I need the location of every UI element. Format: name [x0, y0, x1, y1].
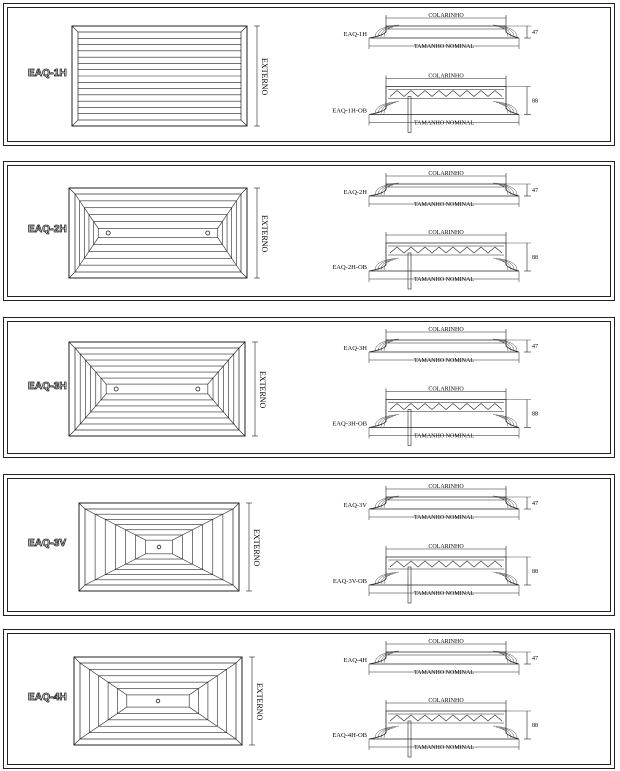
vane-curve	[384, 105, 390, 114]
vane-curve	[502, 105, 508, 114]
vane-curve	[375, 496, 399, 508]
nominal-size-label: TAMANHO NOMINAL	[413, 44, 475, 50]
pyramid-diagonal	[75, 194, 98, 228]
vane-curve	[493, 496, 517, 508]
frame-corner	[233, 503, 239, 509]
vane-curve	[493, 183, 517, 195]
vane-curve	[384, 342, 390, 351]
diffuser-panel-3v	[3, 474, 615, 616]
diffuser-panel-4h	[3, 629, 615, 769]
nominal-size-label: TAMANHO NOMINAL	[413, 591, 475, 597]
vane-curve	[502, 575, 508, 584]
collar-label: COLARINHO	[428, 327, 464, 333]
frame-corner	[241, 26, 247, 32]
vane-curve	[502, 654, 508, 663]
vane-curve	[493, 726, 517, 738]
pyramid-diagonal	[189, 707, 236, 739]
frame-corner	[239, 430, 245, 436]
vane-curve	[381, 104, 393, 114]
grille-outer-frame	[74, 657, 242, 745]
height-dimension-label: 88	[532, 98, 538, 105]
frame-corner	[69, 342, 75, 348]
collar-label: COLARINHO	[428, 484, 464, 490]
vane-curve	[502, 729, 508, 738]
model-label: EAQ-3H	[28, 380, 67, 392]
vane-curve	[384, 499, 390, 508]
model-label: EAQ-2H	[28, 224, 67, 235]
front-view	[69, 342, 258, 436]
damper-blades	[390, 91, 502, 97]
front-view	[69, 188, 260, 278]
vane-curve	[381, 185, 393, 195]
section-view-ob	[333, 544, 538, 603]
pyramid-diagonal	[80, 707, 127, 739]
blade-ring	[94, 221, 223, 244]
screw-icon	[157, 545, 161, 549]
section-code-label: EAQ-3V-OB	[332, 578, 367, 585]
blade-ring	[99, 676, 218, 726]
frame-corner	[236, 657, 242, 663]
nominal-size-label: TAMANHO NOMINAL	[413, 670, 475, 676]
pyramid-diagonal	[218, 194, 241, 228]
section-view	[344, 171, 538, 208]
blade-ring	[89, 215, 227, 252]
height-dimension-label: 88	[532, 255, 538, 261]
height-dimension-label: 88	[532, 723, 538, 729]
frame-corner	[236, 739, 242, 745]
height-dimension-label: 88	[532, 569, 538, 575]
vane-curve	[499, 498, 511, 508]
section-code-label: EAQ-1H-OB	[332, 107, 367, 115]
section-code-label: EAQ-3H-OB	[332, 420, 367, 428]
vane-curve	[384, 575, 390, 584]
model-label: EAQ-3V	[28, 538, 67, 549]
vane-curve	[499, 728, 511, 738]
grille-outer-frame	[69, 342, 245, 436]
vane-curve	[381, 574, 393, 584]
vane-curve	[502, 418, 508, 427]
external-dimension-label: EXTERNO	[260, 58, 269, 96]
diffuser-panel-1h	[3, 3, 615, 146]
damper-blades	[390, 561, 502, 567]
diffuser-body	[369, 184, 519, 196]
section-view-ob	[332, 230, 538, 289]
panel-drawing	[4, 162, 614, 302]
front-view	[72, 26, 260, 126]
vane-curve	[499, 341, 511, 351]
frame-corner	[79, 503, 85, 509]
frame-corner	[69, 188, 75, 194]
screw-icon	[114, 387, 118, 391]
pyramid-diagonal	[218, 238, 241, 272]
diffuser-body	[369, 340, 519, 352]
nominal-size-label: TAMANHO NOMINAL	[413, 358, 475, 364]
vane-curve	[499, 185, 511, 195]
vane-curve	[502, 499, 508, 508]
frame-corner	[69, 430, 75, 436]
pyramid-diagonal	[75, 238, 98, 272]
front-view	[79, 503, 252, 591]
height-dimension-label: 47	[532, 30, 538, 36]
section-code-label: EAQ-1H	[343, 31, 367, 38]
frame-corner	[74, 739, 80, 745]
model-label: EAQ-1H	[28, 67, 67, 79]
vane-curve	[502, 28, 508, 37]
damper-blades	[390, 404, 502, 410]
vane-curve	[502, 261, 508, 270]
blade-ring	[146, 540, 173, 554]
vane-curve	[493, 102, 517, 114]
frame-corner	[69, 272, 75, 278]
damper-blades	[390, 247, 502, 253]
panel-drawing	[4, 475, 614, 617]
vane-curve	[493, 415, 517, 427]
section-code-label: EAQ-2H	[343, 189, 367, 196]
vane-curve	[381, 417, 393, 427]
blade-ring	[91, 366, 224, 412]
external-dimension-label: EXTERNO	[252, 529, 261, 567]
vane-curve	[375, 651, 399, 663]
frame-corner	[233, 585, 239, 591]
vane-curve	[375, 726, 399, 738]
blade-ring	[89, 669, 226, 732]
collar-label: COLARINHO	[428, 73, 464, 80]
diffuser-body	[369, 87, 519, 115]
section-code-label: EAQ-4H	[343, 657, 367, 664]
frame-corner	[241, 120, 247, 126]
nominal-size-label: TAMANHO NOMINAL	[413, 515, 475, 521]
grille-outer-frame	[69, 188, 247, 278]
vane-curve	[375, 339, 399, 351]
vane-curve	[502, 186, 508, 195]
frame-corner	[241, 272, 247, 278]
vane-curve	[384, 654, 390, 663]
vane-curve	[384, 729, 390, 738]
vane-curve	[375, 102, 399, 114]
height-dimension-label: 47	[532, 656, 538, 662]
collar-label: COLARINHO	[428, 698, 464, 704]
blade-ring	[80, 354, 234, 424]
vane-curve	[493, 651, 517, 663]
vane-curve	[375, 258, 399, 270]
section-code-label: EAQ-3H	[343, 345, 367, 352]
height-dimension-label: 47	[532, 501, 538, 507]
vane-curve	[384, 418, 390, 427]
vane-curve	[375, 415, 399, 427]
frame-corner	[241, 188, 247, 194]
nominal-size-label: TAMANHO NOMINAL	[413, 745, 475, 751]
nominal-size-label: TAMANHO NOMINAL	[413, 433, 475, 440]
model-label: EAQ-4H	[28, 692, 67, 703]
screw-icon	[156, 699, 160, 703]
vane-curve	[499, 417, 511, 427]
section-view	[344, 327, 538, 364]
nominal-size-label: TAMANHO NOMINAL	[413, 202, 475, 208]
section-view-ob	[332, 74, 538, 133]
vane-curve	[384, 261, 390, 270]
grille-inner-frame	[80, 663, 236, 739]
vane-curve	[493, 258, 517, 270]
pyramid-diagonal	[80, 663, 127, 695]
vane-curve	[381, 653, 393, 663]
frame-corner	[239, 342, 245, 348]
external-dimension-label: EXTERNO	[258, 371, 267, 409]
diffuser-body	[369, 26, 519, 38]
section-code-label: EAQ-2H-OB	[332, 264, 367, 271]
vane-curve	[381, 498, 393, 508]
diffuser-body	[369, 243, 519, 271]
diffuser-body	[369, 400, 519, 428]
vane-curve	[493, 25, 517, 37]
collar-label: COLARINHO	[428, 639, 464, 645]
collar-label: COLARINHO	[428, 13, 464, 19]
vane-curve	[499, 574, 511, 584]
frame-corner	[72, 26, 78, 32]
frame-corner	[72, 120, 78, 126]
collar-label: COLARINHO	[428, 230, 464, 236]
vane-curve	[381, 341, 393, 351]
vane-curve	[499, 27, 511, 37]
blade-ring	[127, 695, 189, 707]
panel-drawing	[4, 630, 614, 770]
blade-ring	[106, 384, 208, 394]
damper-blades	[390, 715, 502, 721]
collar-label: COLARINHO	[428, 171, 464, 177]
grille-outer-frame	[79, 503, 239, 591]
section-code-label: EAQ-4H-OB	[332, 732, 367, 739]
diffuser-body	[369, 497, 519, 509]
section-code-label: EAQ-3V	[343, 502, 367, 509]
vane-curve	[499, 653, 511, 663]
panel-drawing	[4, 318, 614, 459]
blade-ring	[85, 360, 228, 418]
frame-corner	[79, 585, 85, 591]
diffuser-body	[369, 711, 519, 739]
vane-curve	[502, 342, 508, 351]
vane-curve	[384, 186, 390, 195]
height-dimension-label: 47	[532, 188, 538, 194]
vane-curve	[499, 104, 511, 114]
collar-label: COLARINHO	[428, 386, 464, 393]
section-view-ob	[332, 698, 538, 757]
vane-curve	[499, 260, 511, 270]
vane-curve	[384, 28, 390, 37]
external-dimension-label: EXTERNO	[255, 683, 264, 721]
external-dimension-label: EXTERNO	[260, 215, 269, 253]
vane-curve	[381, 728, 393, 738]
section-view	[344, 639, 538, 676]
vane-curve	[493, 572, 517, 584]
diffuser-body	[369, 652, 519, 664]
height-dimension-label: 88	[532, 411, 538, 418]
vane-curve	[381, 27, 393, 37]
blade-ring	[98, 228, 218, 237]
section-view	[344, 13, 538, 50]
diffuser-panel-2h	[3, 161, 615, 301]
blade-ring	[108, 682, 208, 720]
section-view-ob	[332, 387, 538, 446]
vane-curve	[375, 572, 399, 584]
diffuser-body	[369, 557, 519, 585]
vane-curve	[493, 339, 517, 351]
vane-curve	[375, 183, 399, 195]
blade-ring	[117, 689, 198, 714]
grille-inner-frame	[75, 194, 241, 272]
screw-icon	[196, 387, 200, 391]
section-view	[344, 484, 538, 521]
diffuser-panel-3h	[3, 317, 615, 458]
collar-label: COLARINHO	[428, 544, 464, 550]
nominal-size-label: TAMANHO NOMINAL	[413, 120, 475, 127]
blade-ring	[80, 201, 237, 265]
height-dimension-label: 47	[532, 344, 538, 350]
frame-corner	[74, 657, 80, 663]
vane-curve	[375, 25, 399, 37]
pyramid-diagonal	[189, 663, 236, 695]
screw-icon	[206, 231, 210, 235]
front-view	[74, 657, 255, 745]
panel-drawing	[4, 4, 614, 147]
nominal-size-label: TAMANHO NOMINAL	[413, 277, 475, 283]
vane-curve	[381, 260, 393, 270]
screw-icon	[106, 231, 110, 235]
